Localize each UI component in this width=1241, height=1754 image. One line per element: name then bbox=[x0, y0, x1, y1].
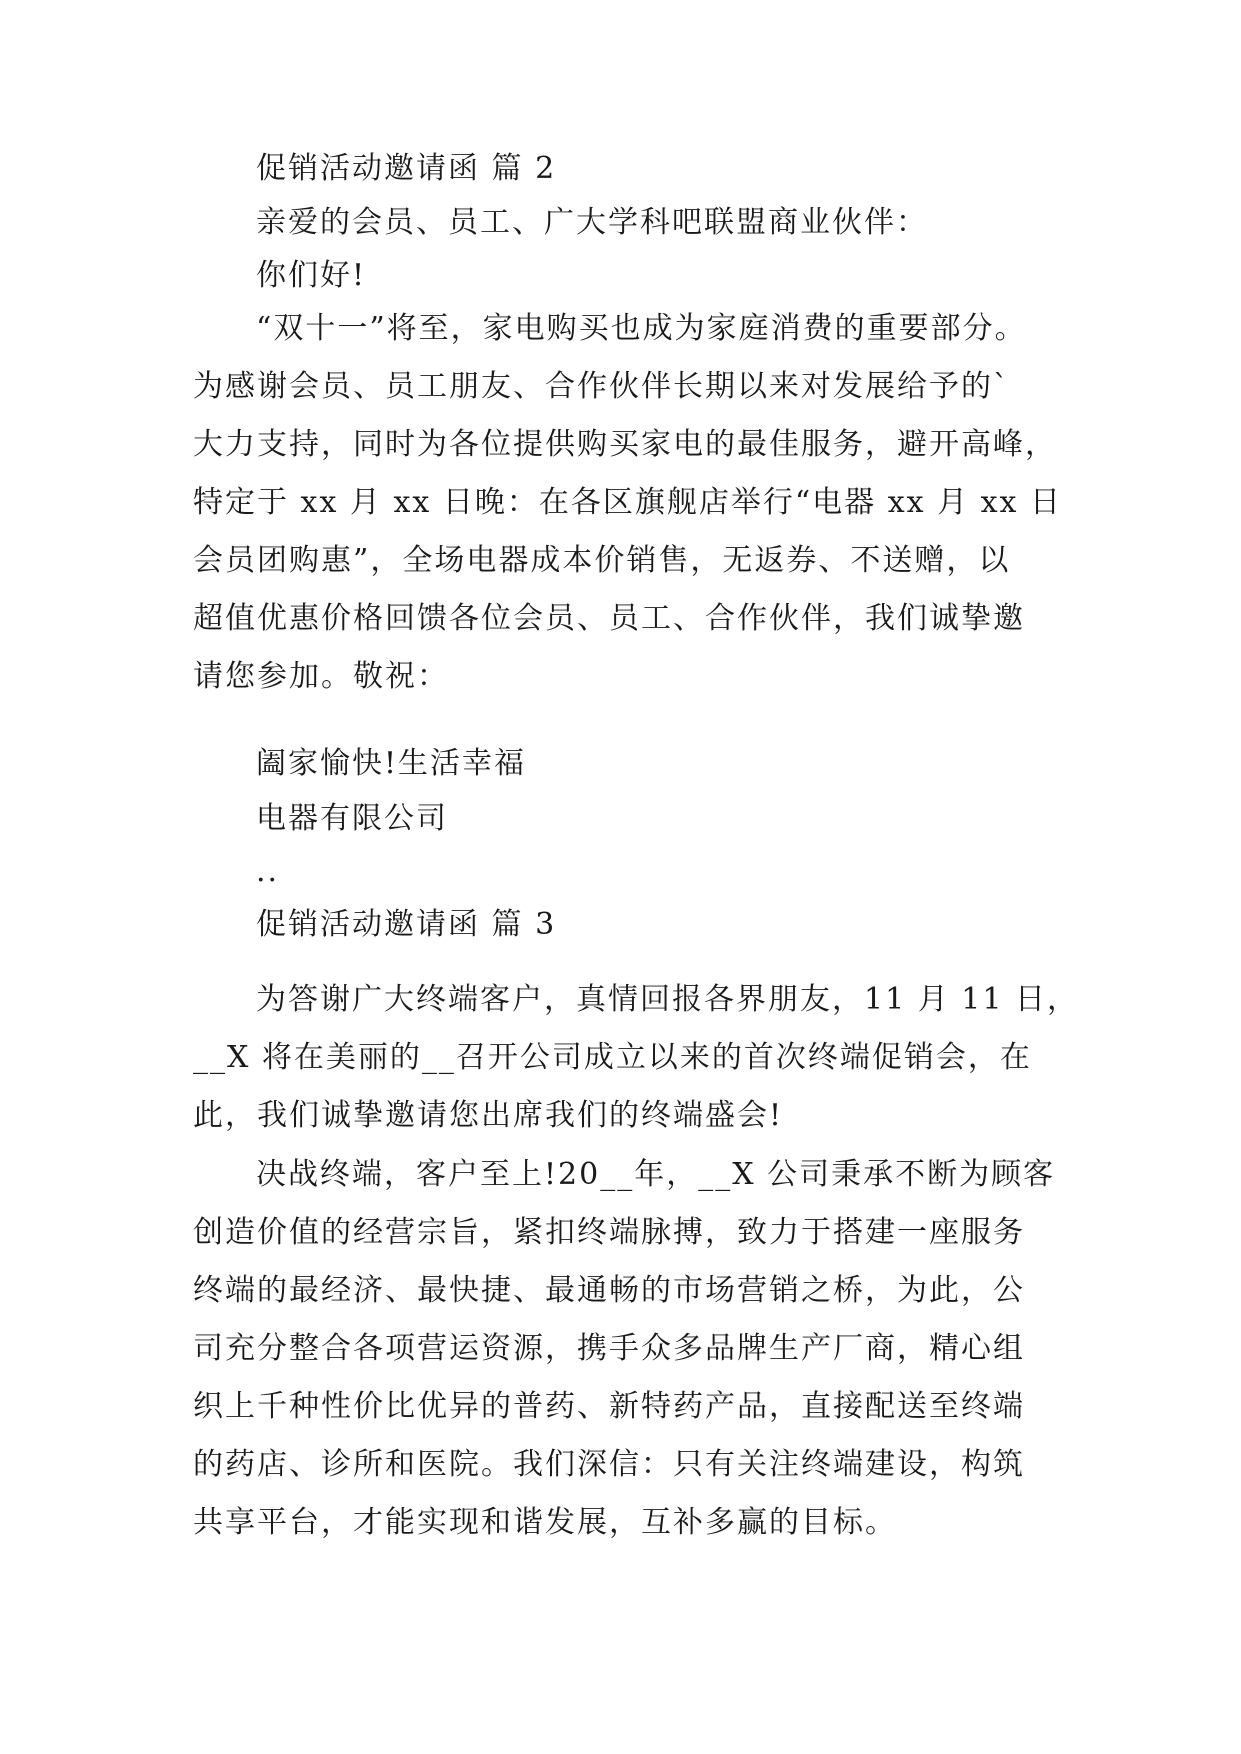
paragraph-line: __X 将在美丽的__召开公司成立以来的首次终端促销会，在 bbox=[193, 1040, 1032, 1075]
wish bbox=[256, 735, 1116, 793]
company-text: 电器有限公司 bbox=[256, 801, 448, 836]
section-title-2 bbox=[256, 140, 1116, 198]
paragraph-line: 会员团购惠”，全场电器成本价销售，无返券、不送赠，以 bbox=[193, 543, 1011, 578]
paragraph-line: 超值优惠价格回馈各位会员、员工、合作伙伴，我们诚挚邀 bbox=[193, 601, 1025, 636]
paragraph-line: “双十一”将至，家电购买也成为家庭消费的重要部分。 bbox=[256, 311, 1027, 346]
greeting-text: 你们好! bbox=[256, 258, 367, 293]
heading-text: 促销活动邀请函 篇 2 bbox=[256, 151, 557, 186]
signature-company bbox=[256, 790, 1116, 848]
paragraph-mission bbox=[193, 1146, 1056, 1552]
paragraph-line: 终端的最经济、最快捷、最通畅的市场营销之桥，为此，公 bbox=[193, 1273, 1025, 1308]
paragraph-line: 大力支持，同时为各位提供购买家电的最佳服务，避开高峰， bbox=[193, 427, 1057, 462]
paragraph-line: 的药店、诊所和医院。我们深信：只有关注终端建设，构筑 bbox=[193, 1447, 1025, 1482]
paragraph-line: 共享平台，才能实现和谐发展，互补多赢的目标。 bbox=[193, 1505, 897, 1540]
salutation bbox=[256, 194, 1116, 252]
paragraph-line: 决战终端，客户至上!20__年，__X 公司秉承不断为顾客 bbox=[256, 1157, 1056, 1192]
ellipsis bbox=[256, 843, 1116, 901]
paragraph-thanks bbox=[193, 971, 1079, 1145]
paragraph-invitation bbox=[193, 300, 1062, 706]
paragraph-line: 特定于 xx 月 xx 日晚：在各区旗舰店举行“电器 xx 月 xx 日 bbox=[193, 485, 1062, 520]
paragraph-line: 司充分整合各项营运资源，携手众多品牌生产厂商，精心组 bbox=[193, 1331, 1025, 1366]
heading-text: 促销活动邀请函 篇 3 bbox=[256, 907, 557, 942]
wish-text: 阖家愉快!生活幸福 bbox=[256, 746, 527, 781]
paragraph-line: 创造价值的经营宗旨，紧扣终端脉搏，致力于搭建一座服务 bbox=[193, 1215, 1025, 1250]
salutation-text: 亲爱的会员、员工、广大学科吧联盟商业伙伴： bbox=[256, 205, 928, 240]
dots-text: .. bbox=[256, 854, 280, 889]
paragraph-line: 此，我们诚挚邀请您出席我们的终端盛会! bbox=[193, 1098, 784, 1133]
greeting bbox=[256, 247, 1116, 305]
paragraph-line: 为答谢广大终端客户，真情回报各界朋友，11 月 11 日， bbox=[256, 982, 1079, 1017]
paragraph-line: 为感谢会员、员工朋友、合作伙伴长期以来对发展给予的` bbox=[193, 369, 1010, 404]
section-title-3 bbox=[256, 896, 1116, 954]
paragraph-line: 请您参加。敬祝： bbox=[193, 659, 449, 694]
paragraph-line: 织上千种性价比优异的普药、新特药产品，直接配送至终端 bbox=[193, 1389, 1025, 1424]
